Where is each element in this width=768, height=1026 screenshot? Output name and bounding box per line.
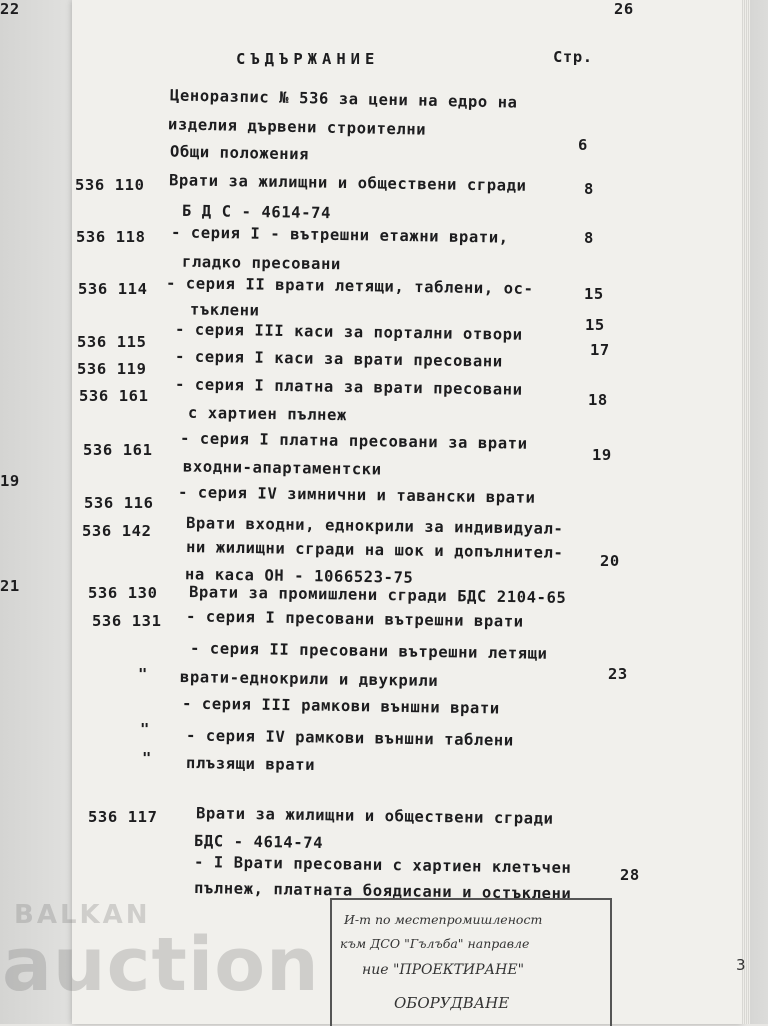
toc-entry-code: 536 115 bbox=[77, 333, 147, 351]
stamp-line-2: към ДСО "Гълъба" направле bbox=[340, 936, 530, 951]
toc-entry-text: гладко пресовани bbox=[181, 252, 342, 274]
toc-entry-text: плъзящи врати bbox=[185, 753, 316, 775]
toc-entry-page: 15 bbox=[584, 285, 604, 303]
toc-entry-text: - серия II врати летящи, таблени, ос- bbox=[165, 274, 534, 298]
toc-entry-text: Общи положения bbox=[169, 142, 310, 164]
toc-entry-page: 22 bbox=[0, 0, 20, 18]
toc-entry-code: " bbox=[142, 749, 152, 767]
toc-entry-text: врати-еднокрили и двукрили bbox=[179, 667, 439, 691]
toc-entry-page: 19 bbox=[592, 446, 612, 464]
toc-entry-text: - серия IV рамкови външни таблени bbox=[185, 726, 514, 750]
toc-entry-code: 536 161 bbox=[83, 441, 153, 459]
stamp-line-4: ОБОРУДВАНЕ bbox=[394, 994, 510, 1012]
toc-entry-page: 8 bbox=[584, 180, 594, 198]
toc-entry-text: изделия дървени строителни bbox=[167, 115, 427, 139]
toc-entry-text: Врати за жилищни и обществени сгради bbox=[195, 804, 554, 828]
toc-entry-text: - серия III рамкови външни врати bbox=[181, 694, 500, 718]
stamp-line-1: И-т по местепромишленост bbox=[344, 912, 543, 927]
toc-entry-text: - серия I пресовани вътрешни врати bbox=[185, 607, 524, 631]
toc-entry-page: 17 bbox=[590, 341, 610, 359]
toc-entry-text: Б Д С - 4614-74 bbox=[181, 201, 332, 223]
background-left bbox=[0, 0, 80, 1024]
toc-entry-text: - серия I платна за врати пресовани bbox=[174, 375, 523, 399]
toc-entry-text: ни жилищни сгради на шок и допълнител- bbox=[185, 538, 564, 562]
toc-entry-text: Врати за жилищни и обществени сгради bbox=[168, 171, 527, 195]
toc-entry-page: 8 bbox=[584, 229, 594, 247]
toc-entry-code: 536 161 bbox=[79, 387, 149, 405]
toc-entry-code: 536 118 bbox=[76, 228, 146, 246]
toc-entry-page: 6 bbox=[578, 136, 588, 154]
toc-entry-text: входни-апартаментски bbox=[182, 457, 382, 479]
toc-entry-text: на каса ОН - 1066523-75 bbox=[184, 565, 414, 587]
watermark-top: BALKAN bbox=[14, 900, 151, 930]
toc-entry-text: БДС - 4614-74 bbox=[193, 831, 324, 853]
toc-entry-code: " bbox=[140, 720, 150, 738]
toc-entry-text: - серия I - вътрешни етажни врати, bbox=[170, 223, 509, 247]
toc-entry-text: - серия III каси за портални отвори bbox=[174, 320, 523, 344]
toc-entry-text: Ценоразпис № 536 за цени на едро на bbox=[169, 86, 518, 112]
toc-entry-text: с хартиен пълнеж bbox=[187, 403, 348, 425]
toc-entry-code: 536 119 bbox=[77, 360, 147, 378]
institution-stamp bbox=[330, 898, 612, 1026]
toc-entry-text: Врати входни, еднокрили за индивидуал- bbox=[185, 514, 564, 538]
toc-entry-page: 18 bbox=[588, 391, 608, 409]
toc-entry-text: Врати за промишлени сгради БДС 2104-65 bbox=[188, 583, 567, 607]
page-edge bbox=[742, 0, 750, 1024]
toc-entry-text: - серия II пресовани вътрешни летящи bbox=[189, 639, 548, 663]
toc-entry-code: 536 117 bbox=[88, 808, 158, 826]
toc-entry-code: 536 130 bbox=[88, 584, 158, 602]
toc-entry-page: 20 bbox=[600, 552, 620, 570]
toc-entry-text: - серия I платна пресовани за врати bbox=[179, 429, 528, 453]
toc-entry-page: 23 bbox=[608, 665, 628, 683]
toc-entry-text: пълнеж, платната боядисани и остъклени bbox=[193, 879, 572, 903]
stamp-line-3: ние "ПРОЕКТИРАНЕ" bbox=[362, 962, 525, 978]
toc-entry-code: 536 142 bbox=[82, 522, 152, 540]
toc-entry-text: - серия I каси за врати пресовани bbox=[174, 347, 503, 371]
toc-entry-page: 15 bbox=[585, 316, 605, 334]
toc-entry-page: 28 bbox=[620, 866, 640, 884]
toc-entry-code: " bbox=[138, 665, 148, 683]
toc-entry-page: 26 bbox=[614, 0, 634, 18]
toc-entry-code: 536 114 bbox=[78, 280, 148, 298]
toc-entry-code: 536 110 bbox=[75, 176, 145, 194]
toc-entry-text: тъклени bbox=[189, 300, 260, 320]
watermark-bottom: auction bbox=[2, 922, 320, 1008]
toc-entry-text: - серия IV зимнични и тавански врати bbox=[177, 483, 536, 507]
toc-title: СЪДЪРЖАНИЕ bbox=[236, 50, 380, 68]
toc-entry-page: 21 bbox=[0, 577, 20, 595]
toc-entry-text: - I Врати пресовани с хартиен клетъчен bbox=[193, 853, 572, 877]
toc-entry-code: 536 131 bbox=[92, 612, 162, 630]
toc-entry-code: 536 116 bbox=[84, 494, 154, 512]
toc-entry-page: 19 bbox=[0, 472, 20, 490]
page-column-header: Стр. bbox=[553, 48, 593, 66]
page-number: 3 bbox=[736, 956, 746, 974]
